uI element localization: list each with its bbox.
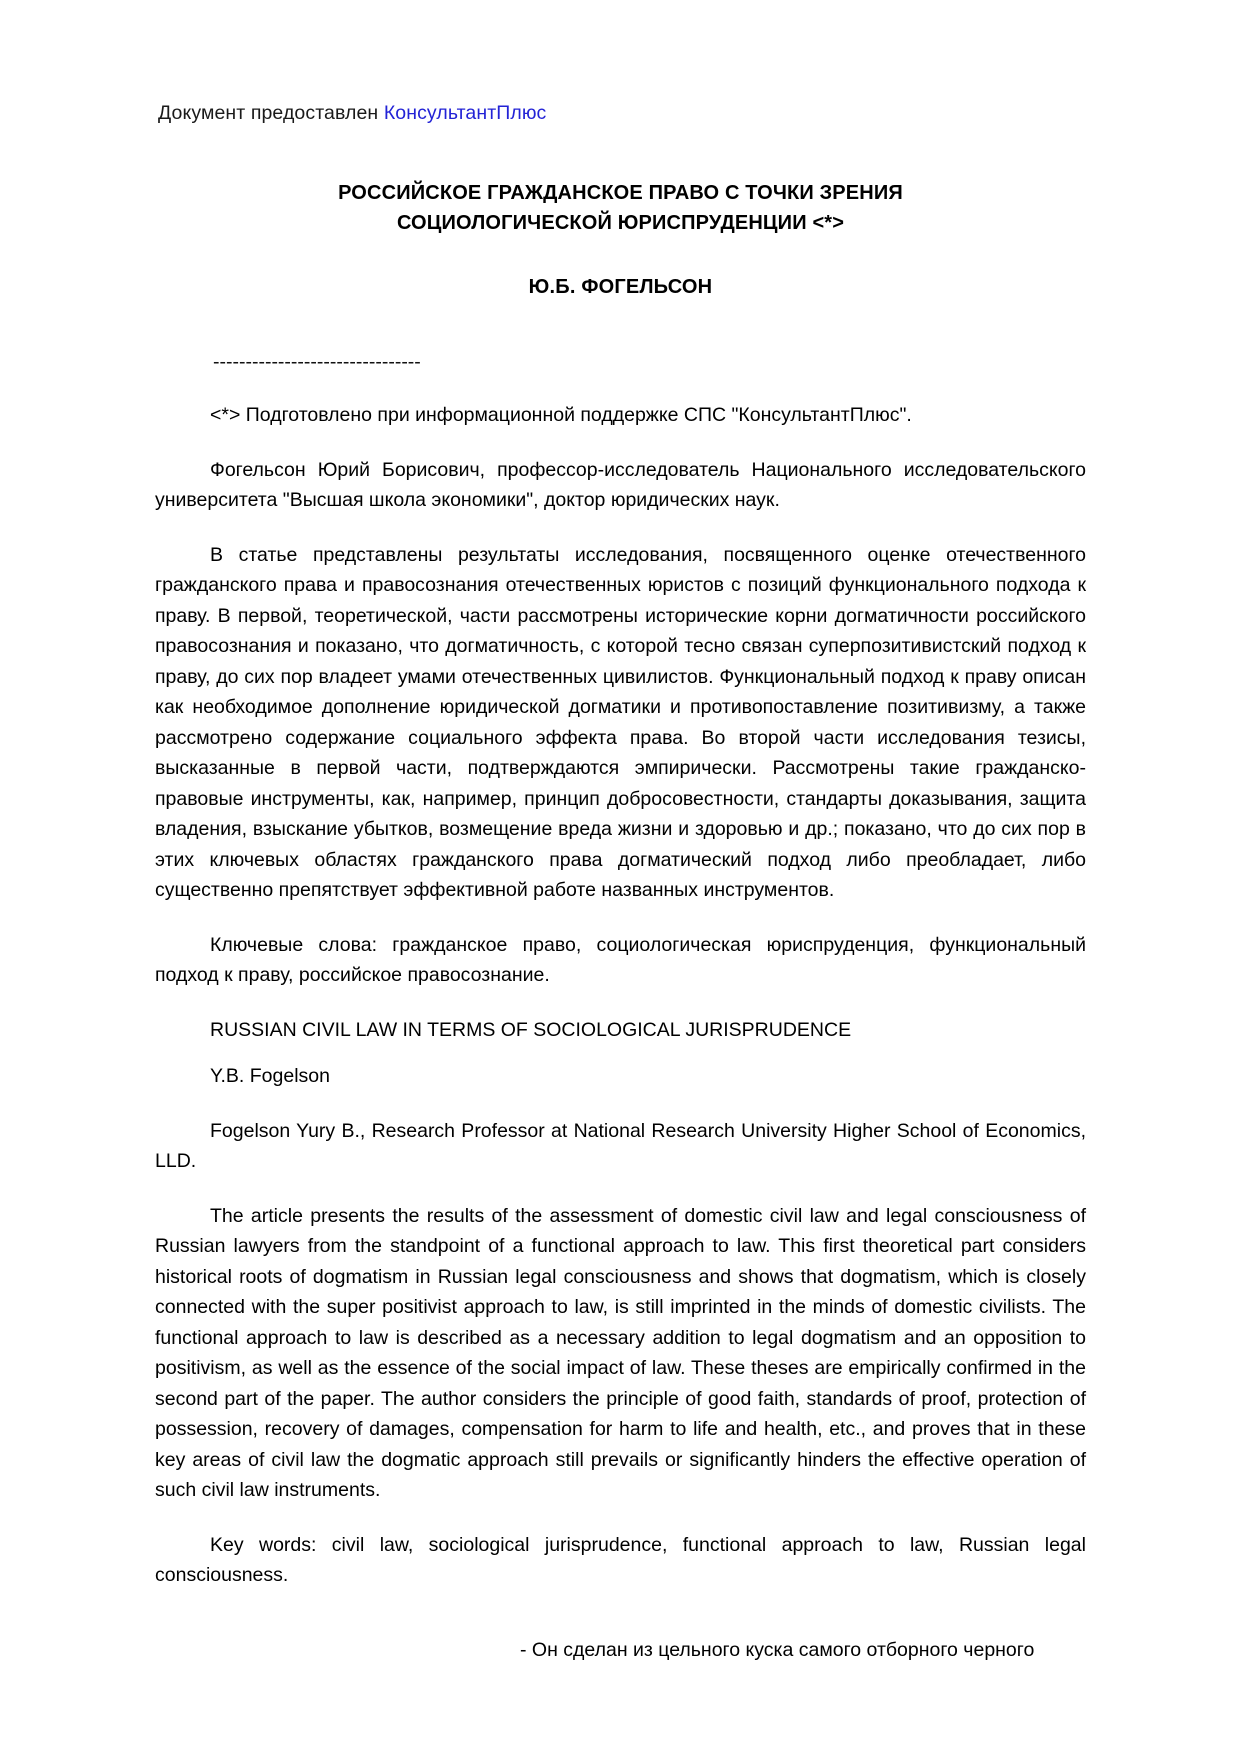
document-author-en [155,1061,1086,1092]
footnote-text [155,400,1086,431]
keywords-ru-value: Ключевые слова: гражданское право, социологическая юриспруденция, функциональный подход к праву, российское правосознание. [155,933,1086,986]
footnote-text-value: <*> Подготовлено при информационной поддержке СПС "КонсультантПлюс". [210,404,912,426]
document-provider-line [158,100,1086,126]
author-bio-ru-value: Фогельсон Юрий Борисович, профессор-исследователь Национального исследовательского университета "Высшая школа экономики", доктор юридических наук. [155,458,1086,511]
abstract-ru-value: В статье представлены результаты исследования, посвященного оценке отечественного гражданского права и правосознания отечественных юристов с позиций функционального подхода к праву. В первой, теоретической, части рассмотрены исторические корни догматичности российского правосознания и показано, что догматичность, с которой тесно связан суперпозитивистский подход к праву, до сих пор владеет умами отечественных цивилистов. Функциональный подход к праву описан как необходимое дополнение юридической догматики и противопоставление позитивизму, а также рассмотрено содержание социального эффекта права. Во второй части исследования тезисы, высказанные в первой части, подтверждаются эмпирически. Рассмотрены такие гражданско-правовые инструменты, как, например, принцип добросовестности, стандарты доказывания, защита владения, взыскание убытков, возмещение вреда жизни и здоровью и др.; показано, что до сих пор в этих ключевых областях гражданского права догматический подход либо преобладает, либо существенно препятствует эффективной работе названных инструментов. [155,543,1086,901]
abstract-en [155,1201,1086,1506]
abstract-ru [155,540,1086,906]
provider-label: Документ предоставлен [158,102,379,124]
closing-quote-line: - Он сделан из цельного куска самого отборного черного [520,1638,1035,1661]
footnote-separator: -------------------------------- [213,351,421,373]
document-title-en [155,1015,1086,1046]
document-title-en-value: RUSSIAN CIVIL LAW IN TERMS OF SOCIOLOGICAL JURISPRUDENCE [210,1018,852,1041]
document-author-ru: Ю.Б. ФОГЕЛЬСОН [528,276,713,298]
keywords-en [155,1530,1086,1591]
keywords-ru [155,930,1086,991]
document-author-en-value: Y.B. Fogelson [210,1065,330,1087]
keywords-en-value: Key words: civil law, sociological jurisprudence, functional approach to law, Russian legal consciousness. [155,1533,1086,1586]
abstract-en-value: The article presents the results of the assessment of domestic civil law and legal consciousness of Russian lawyers from the standpoint of a functional approach to law. This first theoretical part considers historical roots of dogmatism in Russian legal consciousness and shows that dogmatism, which is closely connected with the super positivist approach to law, is still imprinted in the minds of domestic civilists. The functional approach to law is described as a necessary addition to legal dogmatism and an opposition to positivism, as well as the essence of the social impact of law. These theses are empirically confirmed in the second part of the paper. The author considers the principle of good faith, standards of proof, protection of possession, recovery of damages, compensation for harm to life and health, etc., and proves that in these key areas of civil law the dogmatic approach still prevails or significantly hinders the effective operation of such civil law instruments. [155,1204,1086,1501]
author-bio-ru [155,455,1086,516]
author-bio-en [155,1116,1086,1177]
provider-link-consultantplus[interactable]: КонсультантПлюс [383,102,547,124]
author-bio-en-value: Fogelson Yury B., Research Professor at National Research University Higher School of Economics, LLD. [155,1119,1086,1172]
document-title-line-1: РОССИЙСКОЕ ГРАЖДАНСКОЕ ПРАВО С ТОЧКИ ЗРЕНИЯ [338,182,903,204]
document-title-line-2: СОЦИОЛОГИЧЕСКОЙ ЮРИСПРУДЕНЦИИ <*> [396,212,845,234]
document-title [155,178,1086,238]
